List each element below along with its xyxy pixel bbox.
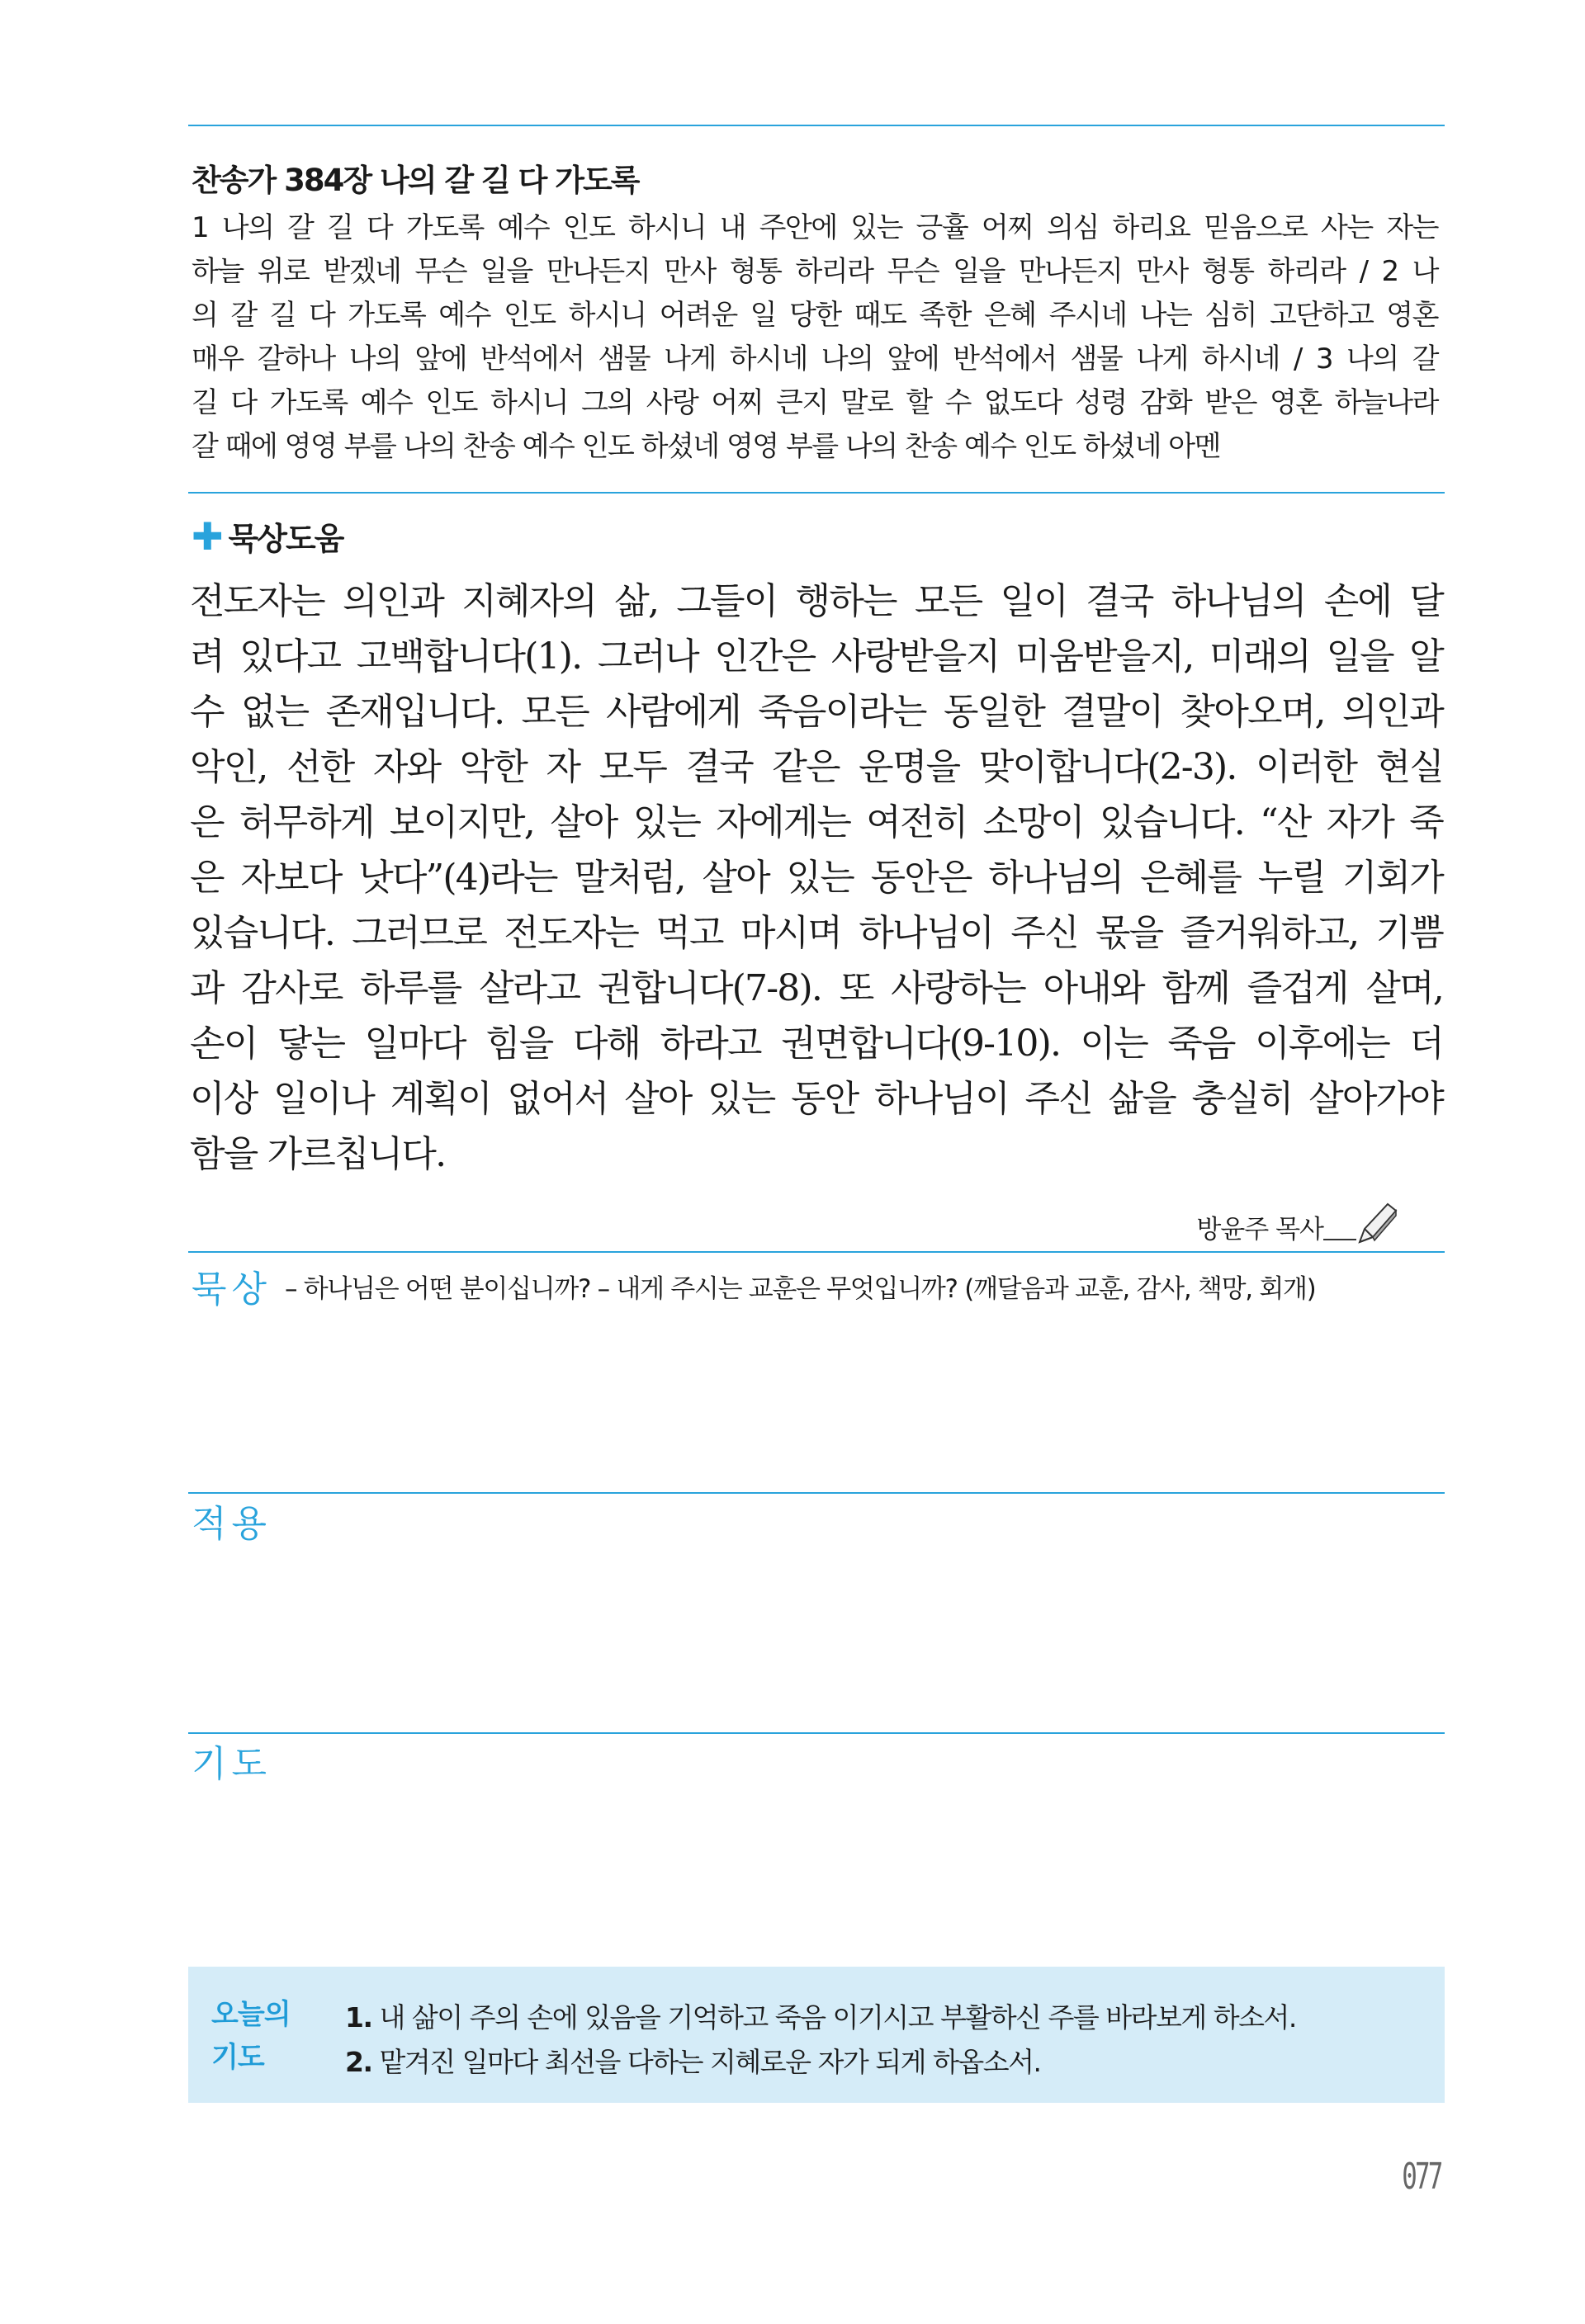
body-line: 손이 닿는 일마다 힘을 다해 하라고 권면합니다(9-10). 이는 죽음 이후에는 더 bbox=[190, 1023, 1443, 1065]
hymn-title: 찬송가 384장 나의 갈 길 다 가도록 bbox=[192, 163, 639, 198]
hymn-bottom-rule bbox=[188, 492, 1445, 494]
author-signature bbox=[1196, 1201, 1399, 1245]
top-rule bbox=[188, 125, 1445, 126]
body-line: 이상 일이나 계획이 없어서 살아 있는 동안 하나님이 주신 삶을 충실히 살아가야 bbox=[190, 1078, 1443, 1120]
todays-prayer-box bbox=[188, 1967, 1445, 2103]
body-line: 은 자보다 낫다”(4)라는 말처럼, 살아 있는 동안은 하나님의 은혜를 누릴 기회가 bbox=[190, 857, 1443, 899]
body-line: 과 감사로 하루를 살라고 권합니다(7-8). 또 사랑하는 아내와 함께 즐겁게 살며, bbox=[190, 967, 1443, 1009]
hymn-line: 갈 때에 영영 부를 나의 찬송 예수 인도 하셨네 영영 부를 나의 찬송 예수 인도 하셨네 아멘 bbox=[192, 430, 1220, 463]
prayer-item bbox=[345, 1996, 1296, 2035]
application-heading: 적용 bbox=[192, 1503, 272, 1545]
plus-icon: ✚ bbox=[192, 513, 222, 559]
label-line: 오늘의 bbox=[211, 1998, 291, 2031]
hymn-line: 길 다 가도록 예수 인도 하시니 그의 사랑 어찌 큰지 말로 할 수 없도다 성령 감화 받은 영혼 하늘나라 bbox=[192, 386, 1438, 419]
body-line: 전도자는 의인과 지혜자의 삶, 그들이 행하는 모든 일이 결국 하나님의 손에 달 bbox=[190, 580, 1443, 622]
meditation-questions: – 하나님은 어떤 분이십니까? – 내게 주시는 교훈은 무엇입니까? (깨달음과 교훈, 감사, 책망, 회개) bbox=[285, 1274, 1316, 1304]
author-name: 방윤주 목사 bbox=[1196, 1215, 1323, 1245]
meditation-rule bbox=[188, 1251, 1445, 1253]
meditation-heading: 묵상 bbox=[192, 1268, 272, 1311]
body-line: 있습니다. 그러므로 전도자는 먹고 마시며 하나님이 주신 몫을 즐거워하고, 기쁨 bbox=[190, 912, 1443, 954]
body-line: 함을 가르칩니다. bbox=[190, 1133, 446, 1175]
prayer-item-text: 내 삶이 주의 손에 있음을 기억하고 죽음 이기시고 부활하신 주를 바라보게 하소서. bbox=[379, 2001, 1296, 2034]
pencil-icon bbox=[1356, 1201, 1399, 1245]
prayer-item-number: 2. bbox=[345, 2046, 372, 2078]
hymn-line: 의 갈 길 다 가도록 예수 인도 하시니 어려운 일 당한 때도 족한 은혜 주시네 나는 심히 고단하고 영혼 bbox=[192, 299, 1438, 332]
body-line: 악인, 선한 자와 악한 자 모두 결국 같은 운명을 맞이합니다(2-3). 이러한 현실 bbox=[190, 746, 1443, 788]
meditation-help-title bbox=[192, 513, 343, 559]
prayer-item-number: 1. bbox=[345, 2001, 372, 2034]
prayer-rule bbox=[188, 1732, 1445, 1734]
page-number: 077 bbox=[1401, 2156, 1441, 2198]
prayer-heading: 기도 bbox=[192, 1743, 272, 1785]
body-line: 려 있다고 고백합니다(1). 그러나 인간은 사랑받을지 미움받을지, 미래의 일을 알 bbox=[190, 635, 1443, 678]
meditation-help-label: 묵상도움 bbox=[228, 521, 343, 557]
hymn-line: 1 나의 갈 길 다 가도록 예수 인도 하시니 내 주안에 있는 긍휼 어찌 의심 하리요 믿음으로 사는 자는 bbox=[192, 211, 1438, 244]
body-line: 수 없는 존재입니다. 모든 사람에게 죽음이라는 동일한 결말이 찾아오며, 의인과 bbox=[190, 691, 1443, 733]
prayer-item bbox=[345, 2041, 1041, 2080]
hymn-line: 하늘 위로 받겠네 무슨 일을 만나든지 만사 형통 하리라 무슨 일을 만나든지 만사 형통 하리라 / 2 나 bbox=[192, 255, 1438, 288]
signature-line bbox=[1323, 1239, 1356, 1240]
application-rule bbox=[188, 1492, 1445, 1494]
hymn-line: 매우 갈하나 나의 앞에 반석에서 샘물 나게 하시네 나의 앞에 반석에서 샘물 나게 하시네 / 3 나의 갈 bbox=[192, 342, 1438, 376]
prayer-item-text: 맡겨진 일마다 최선을 다하는 지혜로운 자가 되게 하옵소서. bbox=[379, 2046, 1041, 2078]
label-line: 기도 bbox=[211, 2041, 264, 2074]
body-line: 은 허무하게 보이지만, 살아 있는 자에게는 여전히 소망이 있습니다. “산 자가 죽 bbox=[190, 801, 1443, 843]
todays-prayer-label bbox=[211, 1993, 291, 2079]
